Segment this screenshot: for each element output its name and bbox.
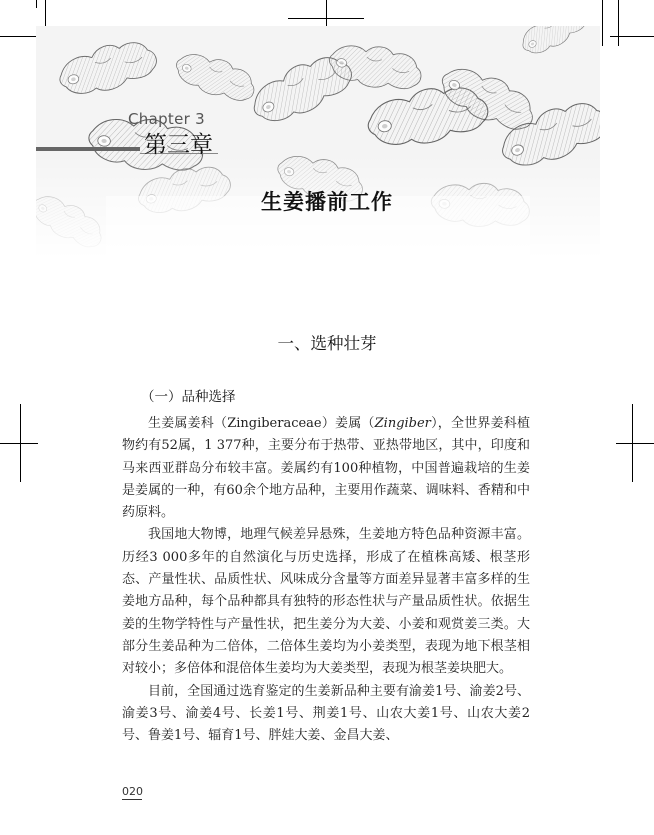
chapter-label-en: Chapter 3 [128, 110, 205, 128]
subsection-heading: （一）品种选择 [141, 389, 236, 405]
crop-mark [288, 18, 364, 19]
page-number-underline [122, 799, 142, 800]
crop-mark [602, 0, 603, 46]
paragraph: 目前，全国通过选育鉴定的生姜新品种主要有渝姜1号、渝姜2号、渝姜3号、渝姜4号、长姜1号、荆姜1号、山农大姜1号、山农大姜2号、鲁姜1号、辐育1号、胖娃大姜、金昌大姜、 [122, 683, 530, 744]
crop-mark [0, 443, 38, 444]
paragraph: 生姜属姜科（Zingiberaceae）姜属（Zingiber），全世界姜科植物约有52属，1 377种，主要分布于热带、亚热带地区，其中，印度和马来西亚群岛分布较丰富。姜属约有100种植物，中国普遍栽培的生姜是姜属的一种，有60余个地方品种，主要用作蔬菜、调味料、香精和中药原料。 [122, 416, 530, 521]
body-text [122, 413, 530, 747]
section-heading: 一、选种壮芽 [277, 334, 377, 353]
ginger-header-illustration [36, 26, 600, 258]
page-number: 020 [122, 785, 143, 798]
crop-mark [616, 443, 654, 444]
chapter-rule [36, 147, 140, 151]
chapter-label-cn: 第三章 [144, 132, 213, 158]
crop-mark [36, 0, 37, 8]
crop-mark [618, 0, 619, 46]
paragraph: 我国地大物博，地理气候差异悬殊，生姜地方特色品种资源丰富。历经3 000多年的自然演化与历史选择，形成了在植株高矮、根茎形态、产量性状、品质性状、风味成分含量等方面差异显著丰富多样的生姜地方品种，每个品种都具有独特的形态性状与产量品质性状。依据生姜的生物学特性与产量性状，把生姜分为大姜、小姜和观赏姜三类。大部分生姜品种为二倍体，二倍体生姜均为小姜类型，表现为地下根茎相对较小；多倍体和混倍体生姜均为大姜类型，表现为根茎姜块肥大。 [122, 527, 530, 677]
chapter-title: 生姜播前工作 [261, 189, 393, 214]
crop-mark [610, 36, 654, 37]
